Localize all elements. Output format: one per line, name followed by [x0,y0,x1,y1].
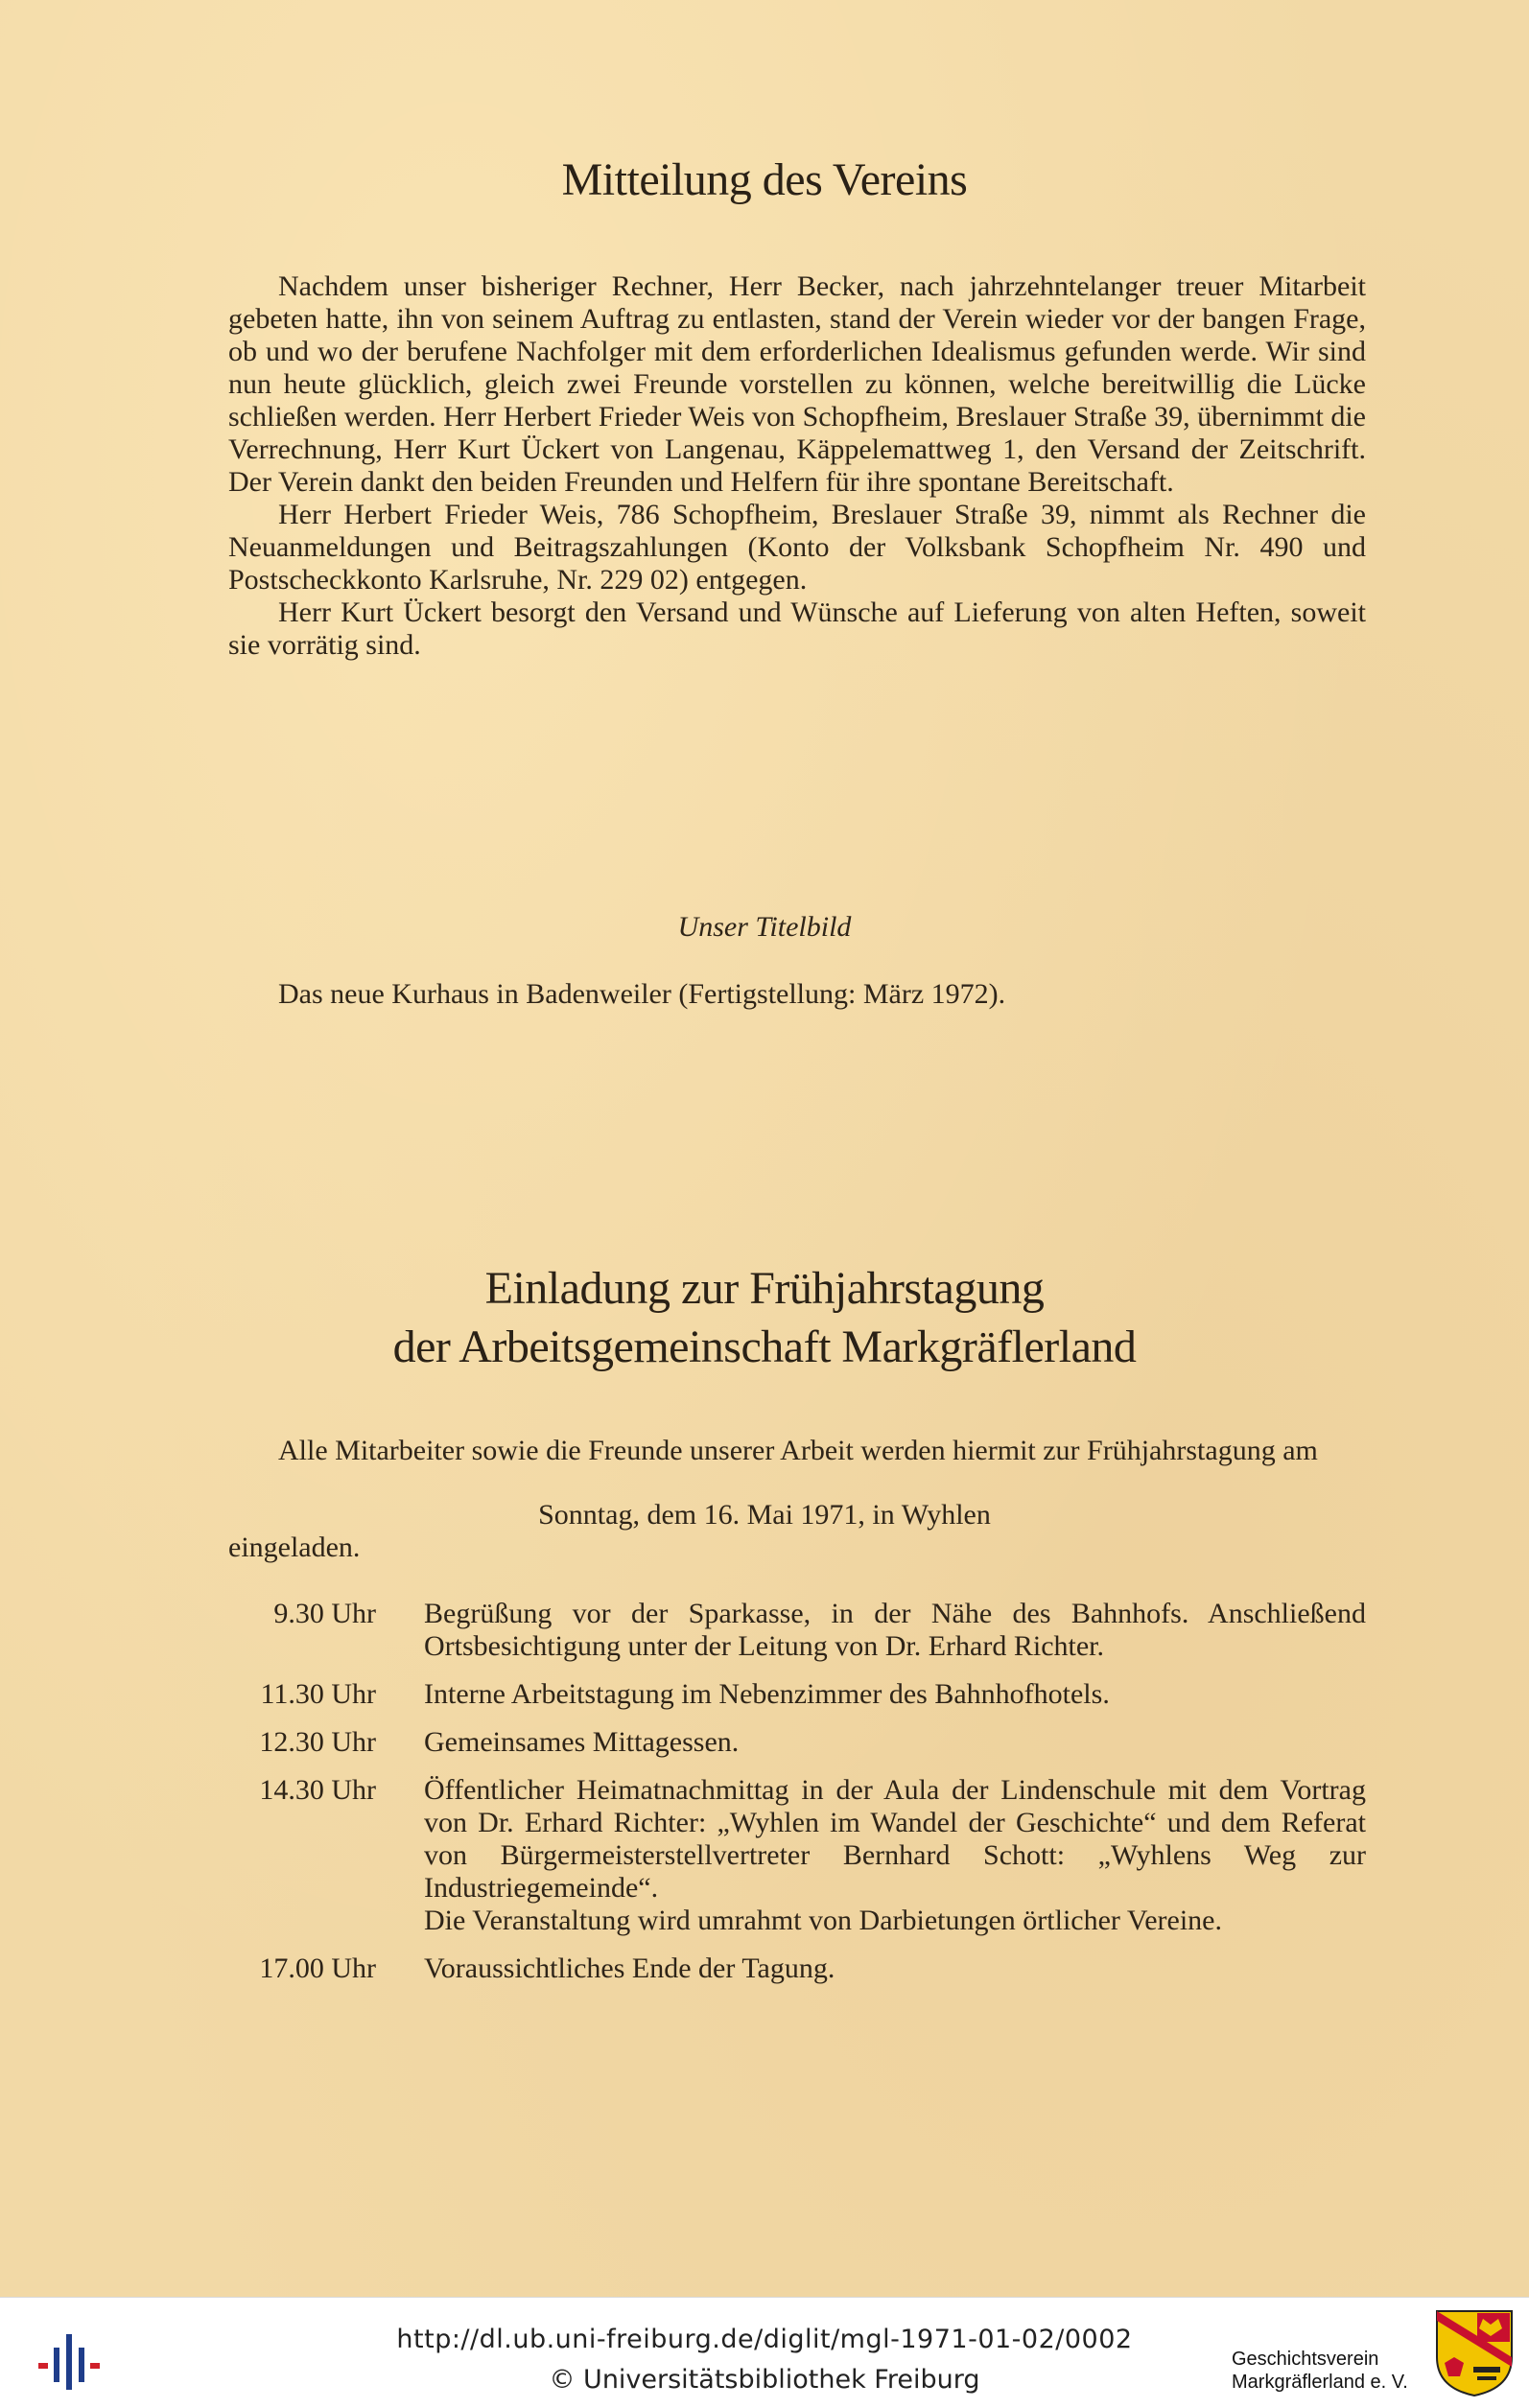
section-title-einladung-line2: der Arbeitsgemeinschaft Markgräflerland [392,1321,1137,1372]
schedule-text: Voraussichtliches Ende der Tagung. [424,1952,835,1984]
mitteilung-paragraph: Nachdem unser bisheriger Rechner, Herr Becker, nach jahrzehntelanger treuer Mitarbeit gebeten hatte, ihn von seinem Auftrag zu entlasten, stand der Verein wieder vor der bangen Frage, ob und wo der berufene Nachfolger mit dem erforderlichen Idealismus gefunden werde. Wir sind nun heute glücklich, gleich zwei Freunde vorstellen zu können, welche bereitwillig die Lücke schließen werden. Herr Herbert Frieder Weis von Schopfheim, Breslauer Straße 39, übernimmt die Verrechnung, Herr Kurt Ückert von Langenau, Käppelemattweg 1, den Versand der Zeitschrift. Der Verein dankt den beiden Freunden und Helfern für ihre spontane Bereitschaft. [228,270,1366,498]
schedule-text: Gemeinsames Mittagessen. [424,1726,740,1758]
section-title-mitteilung: Mitteilung des Vereins [561,154,968,205]
schedule-item [228,1774,1366,1937]
society-name [1232,2348,1408,2394]
titelbild-body [228,978,1366,1011]
schedule-item [228,1678,1366,1711]
society-name-line1: Geschichtsverein [1232,2349,1379,2370]
copyright-notice: © Universitätsbibliothek Freiburg [549,2365,980,2395]
mitteilung-paragraph: Herr Herbert Frieder Weis, 786 Schopfheim, Breslauer Straße 39, nimmt als Rechner die Neuanmeldungen und Beitragszahlungen (Konto der Volksbank Schopfheim Nr. 490 und Postscheckkonto Karlsruhe, Nr. 229 02) entgegen. [228,499,1366,596]
schedule-text: Begrüßung vor der Sparkasse, in der Nähe des Bahnhofs. Anschließend Ortsbesichtigung unter der Leitung von Dr. Erhard Richter. [424,1598,1366,1662]
einladung-outro: eingeladen. [228,1531,361,1563]
document-url[interactable]: http://dl.ub.uni-freiburg.de/diglit/mgl-1971-01-02/0002 [396,2325,1133,2354]
einladung-intro [228,1435,1366,1467]
schedule-text-block [424,1774,1366,1937]
section-title-titelbild: Unser Titelbild [677,911,852,943]
schedule-text: Interne Arbeitstagung im Nebenzimmer des Bahnhofhotels. [424,1678,1110,1710]
schedule-time: 9.30 Uhr [273,1598,376,1629]
society-crest-icon [1435,2309,1514,2397]
schedule-time: 12.30 Uhr [259,1726,376,1758]
schedule-item [228,1598,1366,1663]
schedule-text: Öffentlicher Heimatnachmittag in der Aula der Lindenschule mit dem Vortrag von Dr. Erhard Richter: „Wyhlen im Wandel der Geschichte“ und dem Referat von Bürgermeisterstellvertreter Bernhard Schott: „Wyhlens Weg zur Industriegemeinde“. [424,1774,1366,1904]
schedule-item [228,1726,1366,1759]
schedule-list [228,1598,1366,2000]
society-name-line2: Markgräflerland e. V. [1232,2372,1408,2393]
schedule-time: 11.30 Uhr [260,1678,376,1710]
section-title-einladung-line1: Einladung zur Frühjahrstagung [484,1263,1045,1314]
viewer-footer [0,2297,1529,2408]
schedule-time: 14.30 Uhr [259,1774,376,1806]
titelbild-caption: Das neue Kurhaus in Badenweiler (Fertigstellung: März 1972). [278,978,1006,1010]
mitteilung-body [228,270,1366,662]
einladung-outro-wrap [228,1531,1366,1564]
schedule-text-extra: Die Veranstaltung wird umrahmt von Darbietungen örtlicher Vereine. [424,1905,1222,1936]
einladung-date: Sonntag, dem 16. Mai 1971, in Wyhlen [538,1499,991,1531]
mitteilung-paragraph: Herr Kurt Ückert besorgt den Versand und Wünsche auf Lieferung von alten Heften, soweit sie vorrätig sind. [228,596,1366,661]
einladung-intro-text: Alle Mitarbeiter sowie die Freunde unserer Arbeit werden hiermit zur Frühjahrstagung am [278,1435,1318,1466]
schedule-time: 17.00 Uhr [259,1952,376,1984]
schedule-item [228,1952,1366,1985]
